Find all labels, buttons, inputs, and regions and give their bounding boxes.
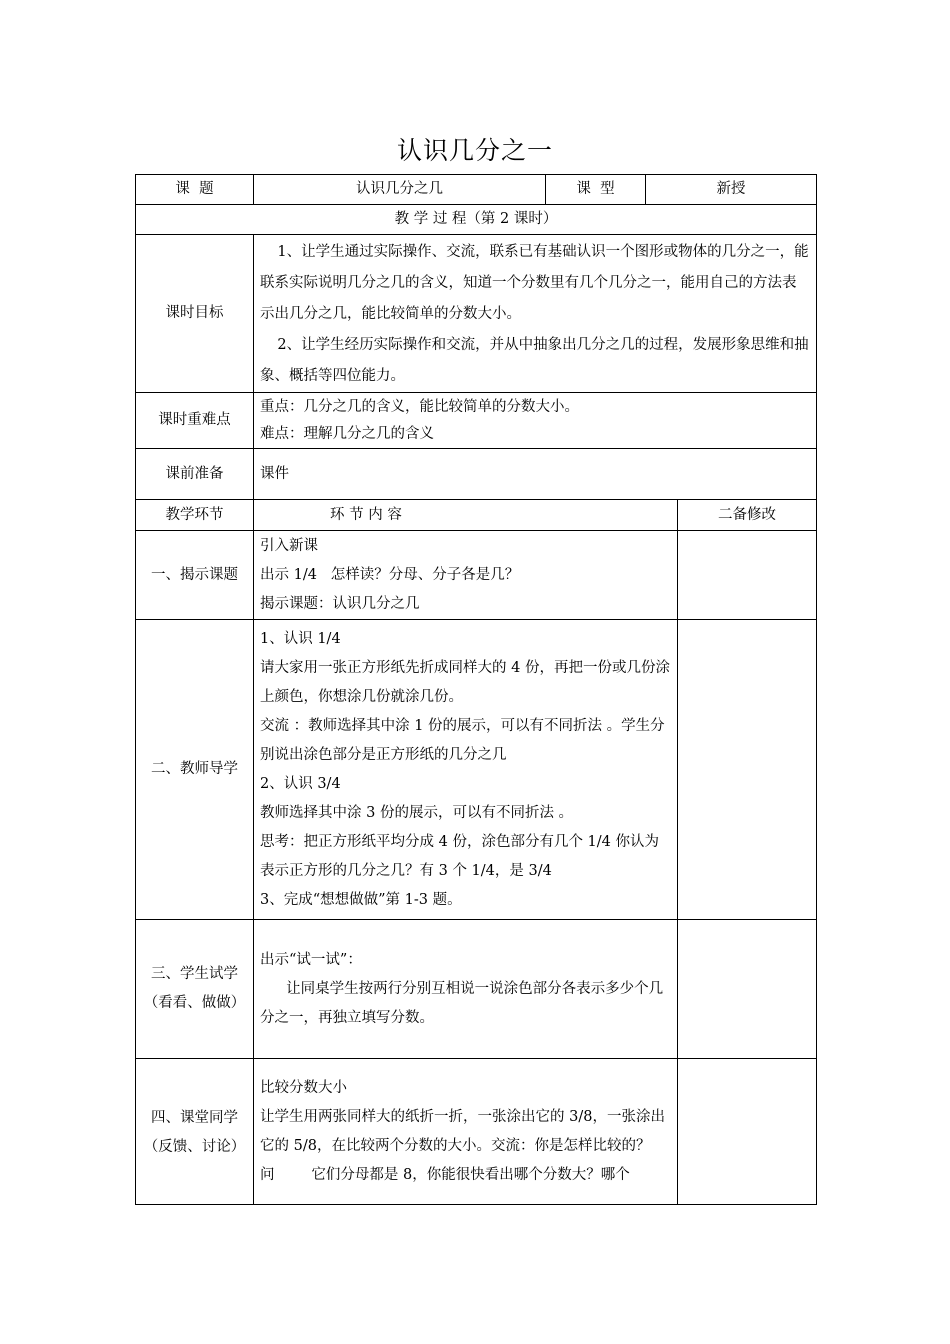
objective-1: 1、让学生通过实际操作、交流，联系已有基础认识一个图形或物体的几分之一，能联系实际说明几分之几的含义，知道一个分数里有几个几分之一，能用自己的方法表示出几分之几，能比较简单的分数大小。 <box>260 244 809 322</box>
section-label: 一、揭示课题 <box>136 531 254 620</box>
phase-column-header: 教学环节 <box>136 500 254 531</box>
topic-value: 认识几分之几 <box>254 175 546 205</box>
content-line: 教师选择其中涂 3 份的展示，可以有不同折法 。 <box>260 804 574 821</box>
content-line: 出示“试一试”： <box>260 951 362 968</box>
process-heading: 教 学 过 程（第 2 课时） <box>136 205 817 235</box>
preparation-label: 课前准备 <box>136 449 254 500</box>
key-points-content <box>254 393 817 449</box>
content-line: 交流 ：教师选择其中涂 1 份的展示，可以有不同折法 。学生分别说出涂色部分是正方形纸的几分之几 <box>260 717 665 763</box>
content-line: 2、认识 3/4 <box>260 775 341 792</box>
column-header-row <box>136 500 817 531</box>
header-row <box>136 175 817 205</box>
key-points-row <box>136 393 817 449</box>
revision-cell <box>678 531 817 620</box>
objectives-content <box>254 235 817 393</box>
content-line: 出示 1/4 怎样读？分母、分子各是几？ <box>260 566 520 583</box>
preparation-value: 课件 <box>254 449 817 500</box>
content-line: 揭示课题：认识几分之几 <box>260 595 420 612</box>
objective-2: 2、让学生经历实际操作和交流，并从中抽象出几分之几的过程，发展形象思维和抽象、概括等四位能力。 <box>260 337 809 384</box>
section-content <box>254 920 678 1059</box>
content-column-header: 环 节 内 容 <box>254 500 678 531</box>
content-line: 比较分数大小 <box>260 1079 347 1096</box>
lesson-plan-table <box>135 174 817 1205</box>
section-content <box>254 531 678 620</box>
type-value: 新授 <box>646 175 817 205</box>
section-row <box>136 531 817 620</box>
section-content <box>254 1059 678 1205</box>
section-label: 四、课堂同学 （反馈、讨论） <box>136 1059 254 1205</box>
content-line: 引入新课 <box>260 537 318 554</box>
section-row <box>136 920 817 1059</box>
key-points-label: 课时重难点 <box>136 393 254 449</box>
key-point: 重点：几分之几的含义，能比较简单的分数大小。 <box>260 398 579 415</box>
preparation-row <box>136 449 817 500</box>
revision-cell <box>678 620 817 920</box>
revision-column-header: 二备修改 <box>678 500 817 531</box>
objectives-label: 课时目标 <box>136 235 254 393</box>
section-content <box>254 620 678 920</box>
content-line: 思考：把正方形纸平均分成 4 份，涂色部分有几个 1/4 你认为表示正方形的几分之几？有 3 个 1/4，是 3/4 <box>260 833 659 879</box>
content-line: 3、完成“想想做做”第 1-3 题。 <box>260 891 462 908</box>
type-label: 课 型 <box>546 175 646 205</box>
revision-cell <box>678 920 817 1059</box>
topic-label: 课 题 <box>136 175 254 205</box>
content-line: 让学生用两张同样大的纸折一折，一张涂出它的 3/8，一张涂出它的 5/8，在比较两个分数的大小。交流：你是怎样比较的？ <box>260 1108 665 1154</box>
content-line: 问 它们分母都是 8，你能很快看出哪个分数大？哪个 <box>260 1166 630 1183</box>
content-line: 1、认识 1/4 <box>260 630 341 647</box>
document-title: 认识几分之一 <box>396 136 553 165</box>
section-label: 三、学生试学 （看看、做做） <box>136 920 254 1059</box>
objectives-row <box>136 235 817 393</box>
content-line: 请大家用一张正方形纸先折成同样大的 4 份，再把一份或几份涂上颜色，你想涂几份就涂几份。 <box>260 659 670 705</box>
process-heading-row <box>136 205 817 235</box>
content-line: 让同桌学生按两行分别互相说一说涂色部分各表示多少个几分之一，再独立填写分数。 <box>260 980 664 1026</box>
revision-cell <box>678 1059 817 1205</box>
section-label: 二、教师导学 <box>136 620 254 920</box>
section-row <box>136 1059 817 1205</box>
section-row <box>136 620 817 920</box>
difficult-point: 难点：理解几分之几的含义 <box>260 425 434 442</box>
